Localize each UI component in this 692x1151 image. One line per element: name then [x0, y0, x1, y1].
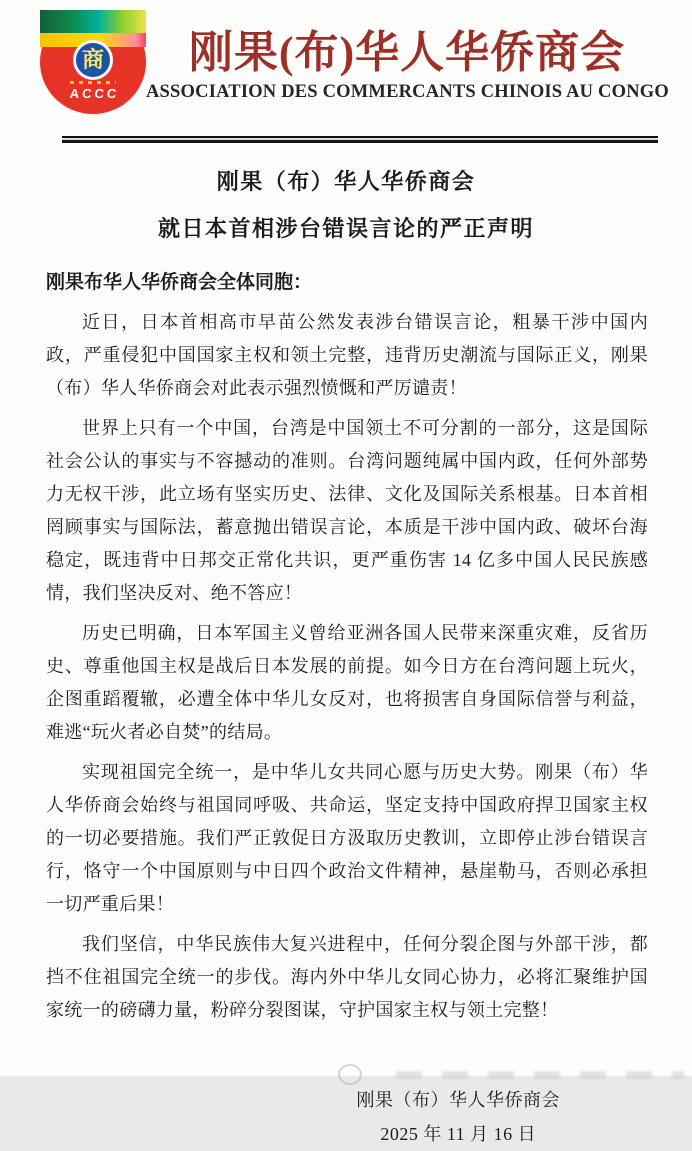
logo-accent-dots — [70, 81, 116, 84]
paragraph-3: 历史已明确，日本军国主义曾给亚洲各国人民带来深重灾难，反省历史、尊重他国主权是战后日本发展的前提。如今日方在台湾问题上玩火，企图重蹈覆辙，必遭全体中华儿女反对，也将损害自身国际信誉与利益，难逃“玩火者必自焚”的结局。 — [46, 623, 648, 742]
logo-green-stripe — [40, 10, 146, 33]
logo-emblem-icon — [73, 40, 113, 80]
letterhead-divider — [62, 136, 658, 143]
accc-logo-icon — [40, 10, 146, 114]
letterhead — [0, 0, 692, 124]
org-name-french: ASSOCIATION DES COMMERCANTS CHINOIS AU CONGO — [146, 81, 669, 102]
statement-body — [0, 266, 692, 1151]
document-title-line1: 刚果（布）华人华侨商会 — [216, 169, 476, 194]
logo-emblem-character: 商 — [81, 47, 104, 72]
paragraph-5: 我们坚信，中华民族伟大复兴进程中，任何分裂企图与外部干涉，都挡不住祖国完全统一的步伐。海内外中华儿女同心协力，必将汇聚维护国家统一的磅礴力量，粉碎分裂图谋，守护国家主权与领土完整！ — [46, 934, 648, 1020]
paragraph-2: 世界上只有一个中国，台湾是中国领土不可分割的一部分，这是国际社会公认的事实与不容撼动的准则。台湾问题纯属中国内政，任何外部势力无权干涉，此立场有坚实历史、法律、文化及国际关系根基。日本首相罔顾事实与国际法，蓄意抛出错误言论，本质是干涉中国内政、破坏台海稳定，既违背中日邦交正常化共识，更严重伤害 14 亿多中国人民民族感情，我们坚决反对、绝不答应！ — [46, 418, 648, 603]
signature-block — [357, 1083, 561, 1151]
logo-acronym: ACCC — [69, 86, 120, 101]
paragraph-4: 实现祖国完全统一，是中华儿女共同心愿与历史大势。刚果（布）华人华侨商会始终与祖国同呼吸、共命运，坚定支持中国政府捍卫国家主权的一切必要措施。我们严正敦促日方汲取历史教训，立即停止涉台错误言行，恪守一个中国原则与中日四个政治文件精神，悬崖勒马，否则必承担一切严重后果！ — [46, 762, 648, 914]
letterhead-text — [146, 10, 668, 103]
org-name-chinese: 刚果(布)华人华侨商会 — [188, 28, 626, 77]
salutation: 刚果布华人华侨商会全体同胞： — [46, 272, 313, 293]
paragraph-1: 近日，日本首相高市早苗公然发表涉台错误言论，粗暴干涉中国内政，严重侵犯中国国家主权和领土完整，违背历史潮流与国际正义，刚果（布）华人华侨商会对此表示强烈愤慨和严厉谴责！ — [46, 312, 648, 398]
document-title-line2: 就日本首相涉台错误言论的严正声明 — [157, 216, 534, 241]
signature-date: 2025 年 11 月 16 日 — [380, 1124, 537, 1144]
signature-name: 刚果（布）华人华侨商会 — [356, 1090, 560, 1110]
